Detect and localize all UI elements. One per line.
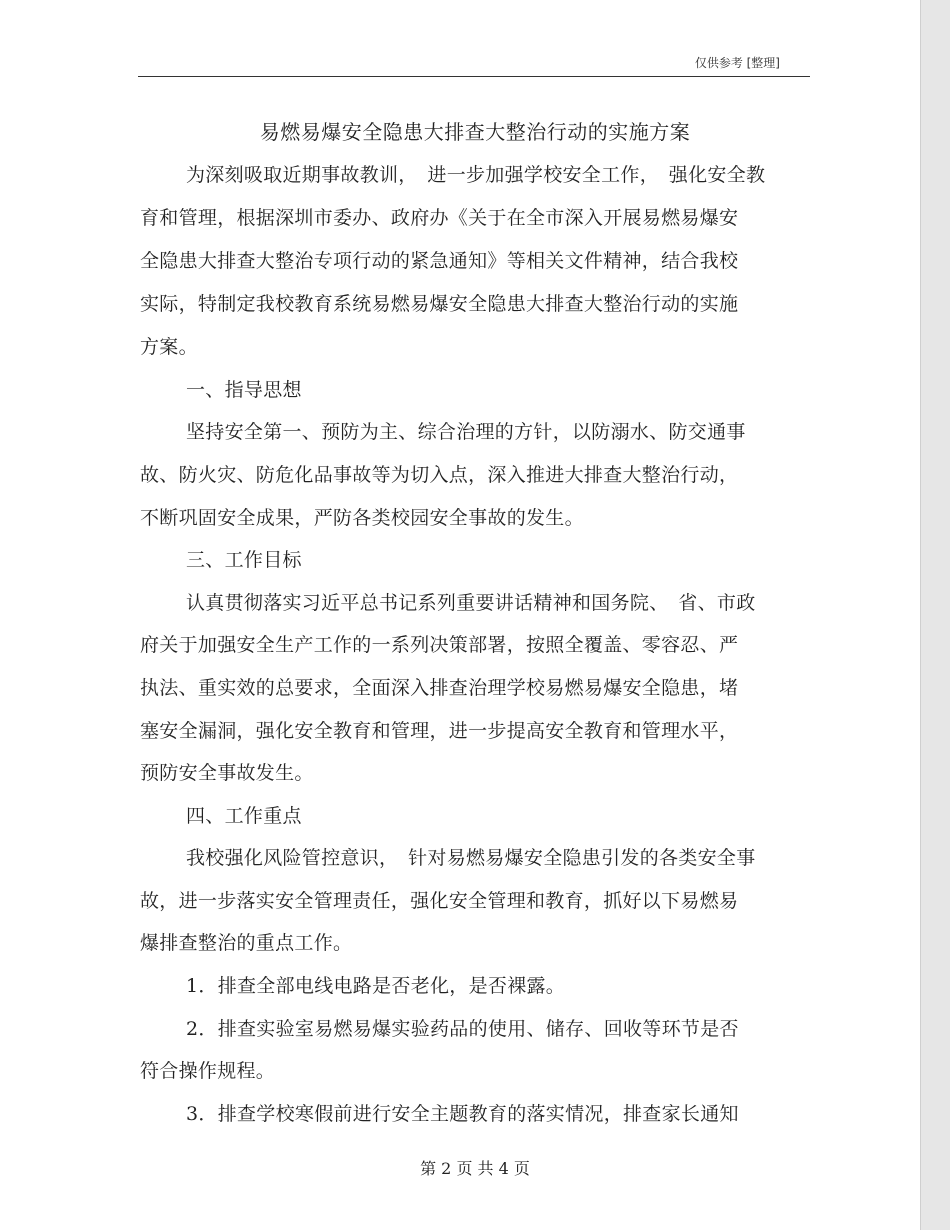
- body-line: 爆排查整治的重点工作。: [140, 932, 353, 954]
- body-line: 府关于加强安全生产工作的一系列决策部署，按照全覆盖、零容忍、严: [140, 634, 739, 656]
- body-line: 故，进一步落实安全管理责任，强化安全管理和教育，抓好以下易燃易: [140, 890, 739, 912]
- document-title: 易燃易爆安全隐患大排查大整治行动的实施方案: [259, 120, 691, 144]
- list-item: 1．排查全部电线电路是否老化，是否裸露。: [186, 975, 566, 997]
- header-note: 仅供参考 [整理]: [694, 56, 780, 70]
- body-line: 我校强化风险管控意识， 针对易燃易爆安全隐患引发的各类安全事: [186, 847, 756, 869]
- list-item-continuation: 符合操作规程。: [140, 1060, 276, 1082]
- body-line: 不断巩固安全成果，严防各类校园安全事故的发生。: [140, 507, 584, 529]
- section-heading: 三、工作目标: [186, 549, 302, 571]
- body-line: 塞安全漏洞，强化安全教育和管理，进一步提高安全教育和管理水平，: [140, 720, 739, 742]
- body-line: 为深刻吸取近期事故教训， 进一步加强学校安全工作， 强化安全教: [186, 164, 766, 186]
- section-heading: 四、工作重点: [186, 805, 302, 827]
- body-line: 执法、重实效的总要求，全面深入排查治理学校易燃易爆安全隐患，堵: [140, 677, 739, 699]
- body-line: 故、防火灾、防危化品事故等为切入点，深入推进大排查大整治行动，: [140, 464, 739, 486]
- body-line: 方案。: [140, 336, 198, 358]
- body-line: 认真贯彻落实习近平总书记系列重要讲话精神和国务院、 省、市政: [186, 592, 756, 614]
- body-line: 坚持安全第一、预防为主、综合治理的方针，以防溺水、防交通事: [186, 421, 746, 443]
- body-line: 预防安全事故发生。: [140, 762, 314, 784]
- body-line: 实际，特制定我校教育系统易燃易爆安全隐患大排查大整治行动的实施: [140, 293, 739, 315]
- section-heading: 一、指导思想: [186, 379, 302, 401]
- body-line: 育和管理，根据深圳市委办、政府办《关于在全市深入开展易燃易爆安: [140, 207, 739, 229]
- header-divider: [138, 76, 810, 77]
- list-item: 2．排查实验室易燃易爆实验药品的使用、储存、回收等环节是否: [186, 1018, 739, 1040]
- body-line: 全隐患大排查大整治专项行动的紧急通知》等相关文件精神，结合我校: [140, 250, 739, 272]
- list-item: 3．排查学校寒假前进行安全主题教育的落实情况，排查家长通知: [186, 1103, 739, 1125]
- page-number: 第 2 页 共 4 页: [420, 1159, 530, 1178]
